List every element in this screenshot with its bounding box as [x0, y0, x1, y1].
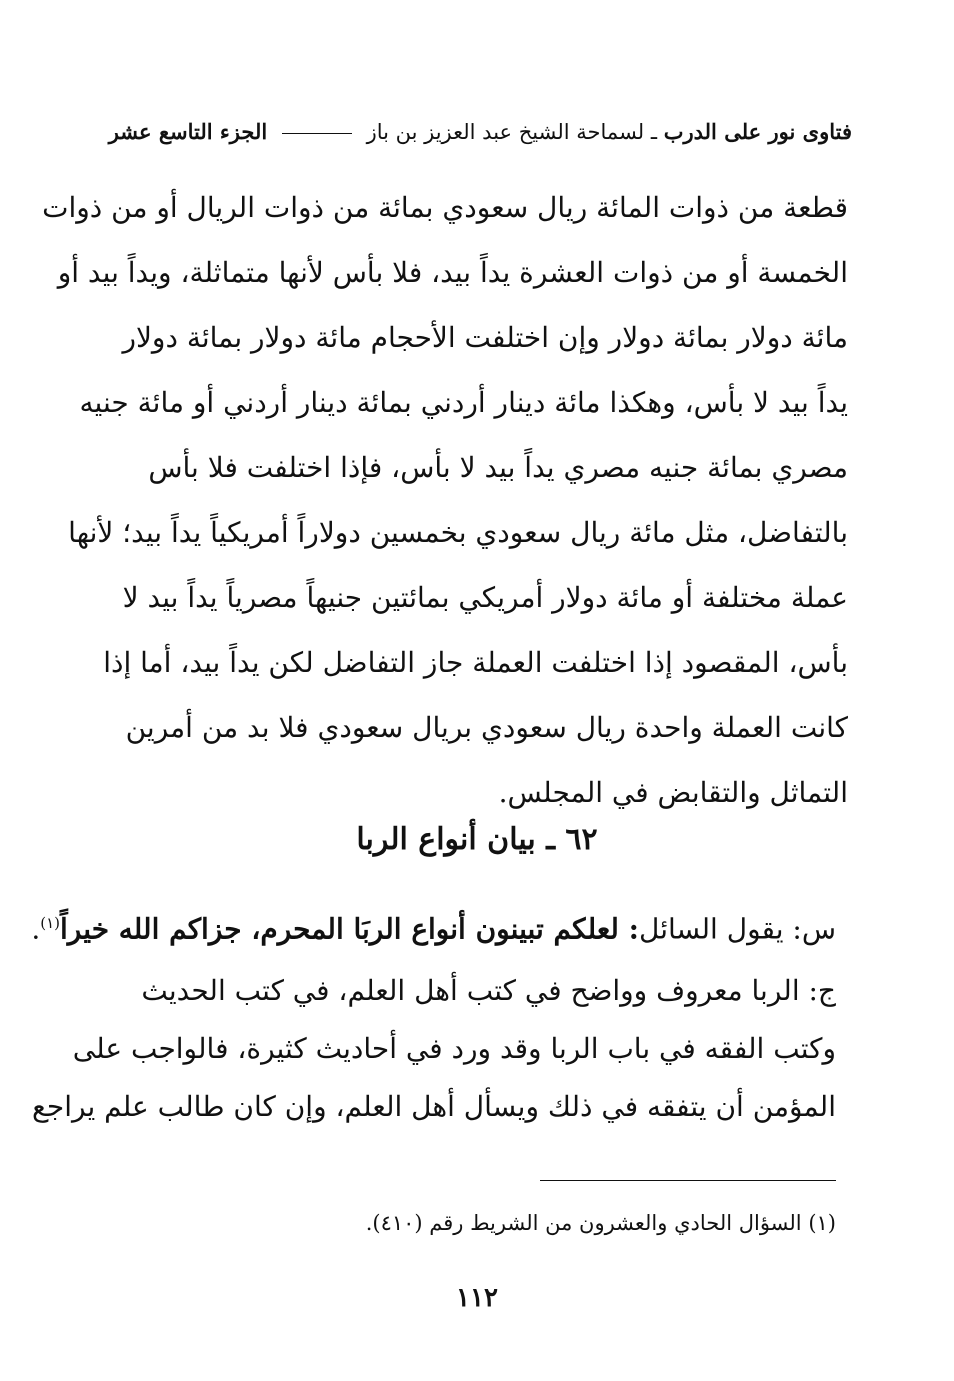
answer-line: وكتب الفقه في باب الربا وقد ورد في أحاديث كثيرة، فالواجب على — [72, 1032, 836, 1065]
author-name: لسماحة الشيخ عبد العزيز بن باز — [366, 120, 645, 144]
body-line: التماثل والتقابض في المجلس. — [498, 776, 848, 809]
body-line: مصري بمائة جنيه مصري يداً بيد لا بأس، فإذا اختلفت فلا بأس — [148, 451, 848, 484]
header-rule — [282, 133, 352, 134]
header-dash: ـ — [644, 120, 658, 144]
body-line: بأس، المقصود إذا اختلفت العملة جاز التفاضل لكن يداً بيد، أما إذا — [103, 646, 848, 679]
body-line: مائة دولار بمائة دولار وإن اختلفت الأحجام مائة دولار بمائة دولار — [122, 321, 848, 354]
footnote: (١) السؤال الحادي والعشرون من الشريط رقم (٤١٠). — [365, 1211, 836, 1235]
volume-label: الجزء التاسع عشر — [108, 119, 268, 144]
book-title: فتاوى نور على الدرب — [663, 119, 852, 144]
body-line: الخمسة أو من ذوات العشرة يداً بيد، فلا بأس لأنها متماثلة، ويداً بيد أو — [57, 256, 848, 289]
body-text — [42, 175, 848, 825]
body-line: يداً بيد لا بأس، وهكذا مائة دينار أردني بمائة دينار أردني أو مائة جنيه — [79, 386, 848, 419]
section-title: ٦٢ ـ بيان أنواع الربا — [356, 822, 598, 857]
body-line: بالتفاضل، مثل مائة ريال سعودي بخمسين دولاراً أمريكياً يداً بيد؛ لأنها — [68, 516, 848, 549]
answer-line: المؤمن أن يتفقه في ذلك ويسأل أهل العلم، وإن كان طالب علم يراجع — [32, 1090, 836, 1123]
question-text: : لعلكم تبينون أنواع الربَا المحرم، جزاكم الله خيراً — [60, 912, 639, 946]
footnote-divider — [540, 1180, 836, 1181]
answer-line: ج: الربا معروف وواضح في كتب أهل العلم، في كتب الحديث — [141, 974, 836, 1007]
question-end: . — [31, 912, 41, 946]
answer-text — [32, 962, 836, 1136]
question-prefix: س: يقول السائل — [639, 912, 836, 946]
body-line: كانت العملة واحدة ريال سعودي بريال سعودي فلا بد من أمرين — [125, 711, 848, 744]
body-line: قطعة من ذوات المائة ريال سعودي بمائة من ذوات الريال أو من ذوات — [42, 191, 848, 224]
page-number: ١١٢ — [456, 1283, 498, 1313]
running-header — [92, 112, 852, 152]
question — [31, 890, 836, 962]
body-line: عملة مختلفة أو مائة دولار أمريكي بمائتين جنيهاً مصرياً يداً بيد لا — [122, 581, 848, 614]
footnote-ref: (١) — [40, 914, 61, 932]
